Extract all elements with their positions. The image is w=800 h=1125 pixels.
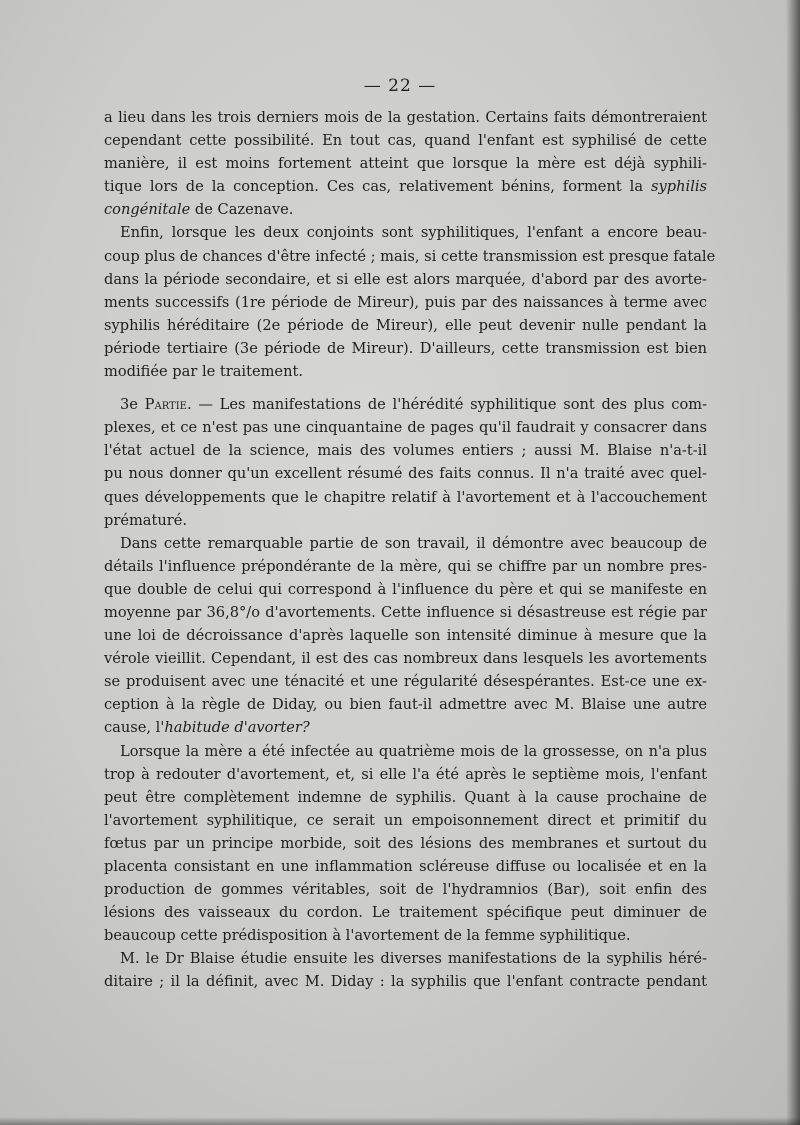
body-text	[104, 106, 716, 994]
text-line: beaucoup cette prédisposition à l'avortement de la femme syphilitique.	[104, 927, 631, 945]
italic-term: syphilis	[651, 178, 708, 196]
text-line: a lieu dans les trois derniers mois de la gestation. Certains faits démontreraient	[104, 109, 707, 126]
text-line	[104, 198, 707, 221]
text-segment: cause, l'	[104, 719, 165, 737]
text-line: syphilis héréditaire (2e période de Mireur), elle peut devenir nulle pendant la	[104, 316, 707, 334]
text-line: l'avortement syphilitique, ce serait un empoisonnement direct et primitif du	[104, 811, 707, 829]
scan-shadow-edge	[786, 0, 800, 1125]
section-heading: Partie	[144, 396, 187, 414]
text-line: cependant cette possibilité. En tout cas, quand l'enfant est syphilisé de cette	[104, 132, 707, 150]
text-line: prématuré.	[104, 511, 188, 529]
text-line: pu nous donner qu'un excellent résumé des faits connus. Il n'a traité avec quel-	[104, 465, 707, 483]
scan-shadow-bottom	[0, 1117, 800, 1125]
text-line: peut être complètement indemne de syphilis. Quant à la cause prochaine de	[104, 788, 707, 806]
text-line: l'état actuel de la science, mais des volumes entiers ; aussi M. Blaise n'a-t-il	[104, 442, 707, 460]
text-segment: 3e	[120, 396, 145, 414]
page-number: — 22 —	[363, 76, 437, 96]
text-line: une loi de décroissance d'après laquelle son intensité diminue à mesure que la	[104, 627, 707, 645]
italic-term: congénitale	[104, 201, 191, 219]
text-segment: de Cazenave.	[190, 201, 294, 219]
text-line: trop à redouter d'avortement, et, si elle l'a été après le septième mois, l'enfant	[104, 765, 707, 783]
text-line: ques développements que le chapitre relatif à l'avortement et à l'accouchement	[104, 488, 707, 506]
text-line: production de gommes véritables, soit de l'hydramnios (Bar), soit enfin des	[104, 881, 707, 899]
italic-term: habitude d'avorter?	[164, 719, 310, 737]
text-line: ditaire ; il la définit, avec M. Diday : la syphilis que l'enfant contracte pendant	[104, 973, 707, 991]
text-line: M. le Dr Blaise étudie ensuite les diverses manifestations de la syphilis héré-	[120, 950, 707, 968]
text-segment: tique lors de la conception. Ces cas, relativement bénins, forment la	[104, 178, 644, 196]
text-line: ception à la règle de Diday, ou bien faut-il admettre avec M. Blaise une autre	[104, 696, 707, 714]
text-line: Dans cette remarquable partie de son travail, il démontre avec beaucoup de	[120, 534, 707, 552]
text-line: vérole vieillit. Cependant, il est des cas nombreux dans lesquels les avortements	[104, 650, 707, 668]
text-line: détails l'influence prépondérante de la mère, qui se chiffre par un nombre pres-	[104, 557, 707, 575]
text-line: coup plus de chances d'être infecté ; mais, si cette transmission est presque fatale	[104, 247, 716, 265]
text-segment: . — Les manifestations de l'hérédité syphilitique sont des plus com-	[186, 396, 708, 414]
text-line: plexes, et ce n'est pas une cinquantaine de pages qu'il faudrait y consacrer dans	[104, 419, 707, 437]
text-line: Lorsque la mère a été infectée au quatrième mois de la grossesse, on n'a plus	[120, 742, 707, 760]
text-line: période tertiaire (3e période de Mireur). D'ailleurs, cette transmission est bien	[104, 339, 707, 357]
text-line: dans la période secondaire, et si elle est alors marquée, d'abord par des avorte-	[104, 270, 707, 288]
text-line: fœtus par un principe morbide, soit des lésions des membranes et surtout du	[104, 834, 707, 852]
text-line: manière, il est moins fortement atteint que lorsque la mère est déjà syphili-	[104, 155, 707, 173]
text-line: moyenne par 36,8°/o d'avortements. Cette influence si désastreuse est régie par	[104, 603, 707, 621]
text-line: que double de celui qui correspond à l'influence du père et qui se manifeste en	[104, 580, 707, 598]
text-line: ments successifs (1re période de Mireur), puis par des naissances à terme avec	[104, 293, 707, 311]
text-line	[104, 393, 707, 416]
text-line: se produisent avec une ténacité et une régularité désespérantes. Est-ce une ex-	[104, 673, 707, 691]
text-line: modifiée par le traitement.	[104, 363, 303, 381]
text-line: lésions des vaisseaux du cordon. Le traitement spécifique peut diminuer de	[104, 904, 707, 922]
text-line	[104, 175, 707, 198]
text-line: Enfin, lorsque les deux conjoints sont syphilitiques, l'enfant a encore beau-	[120, 224, 707, 242]
text-line: placenta consistant en une inflammation scléreuse diffuse ou localisée et en la	[104, 858, 707, 875]
text-line	[104, 716, 707, 739]
